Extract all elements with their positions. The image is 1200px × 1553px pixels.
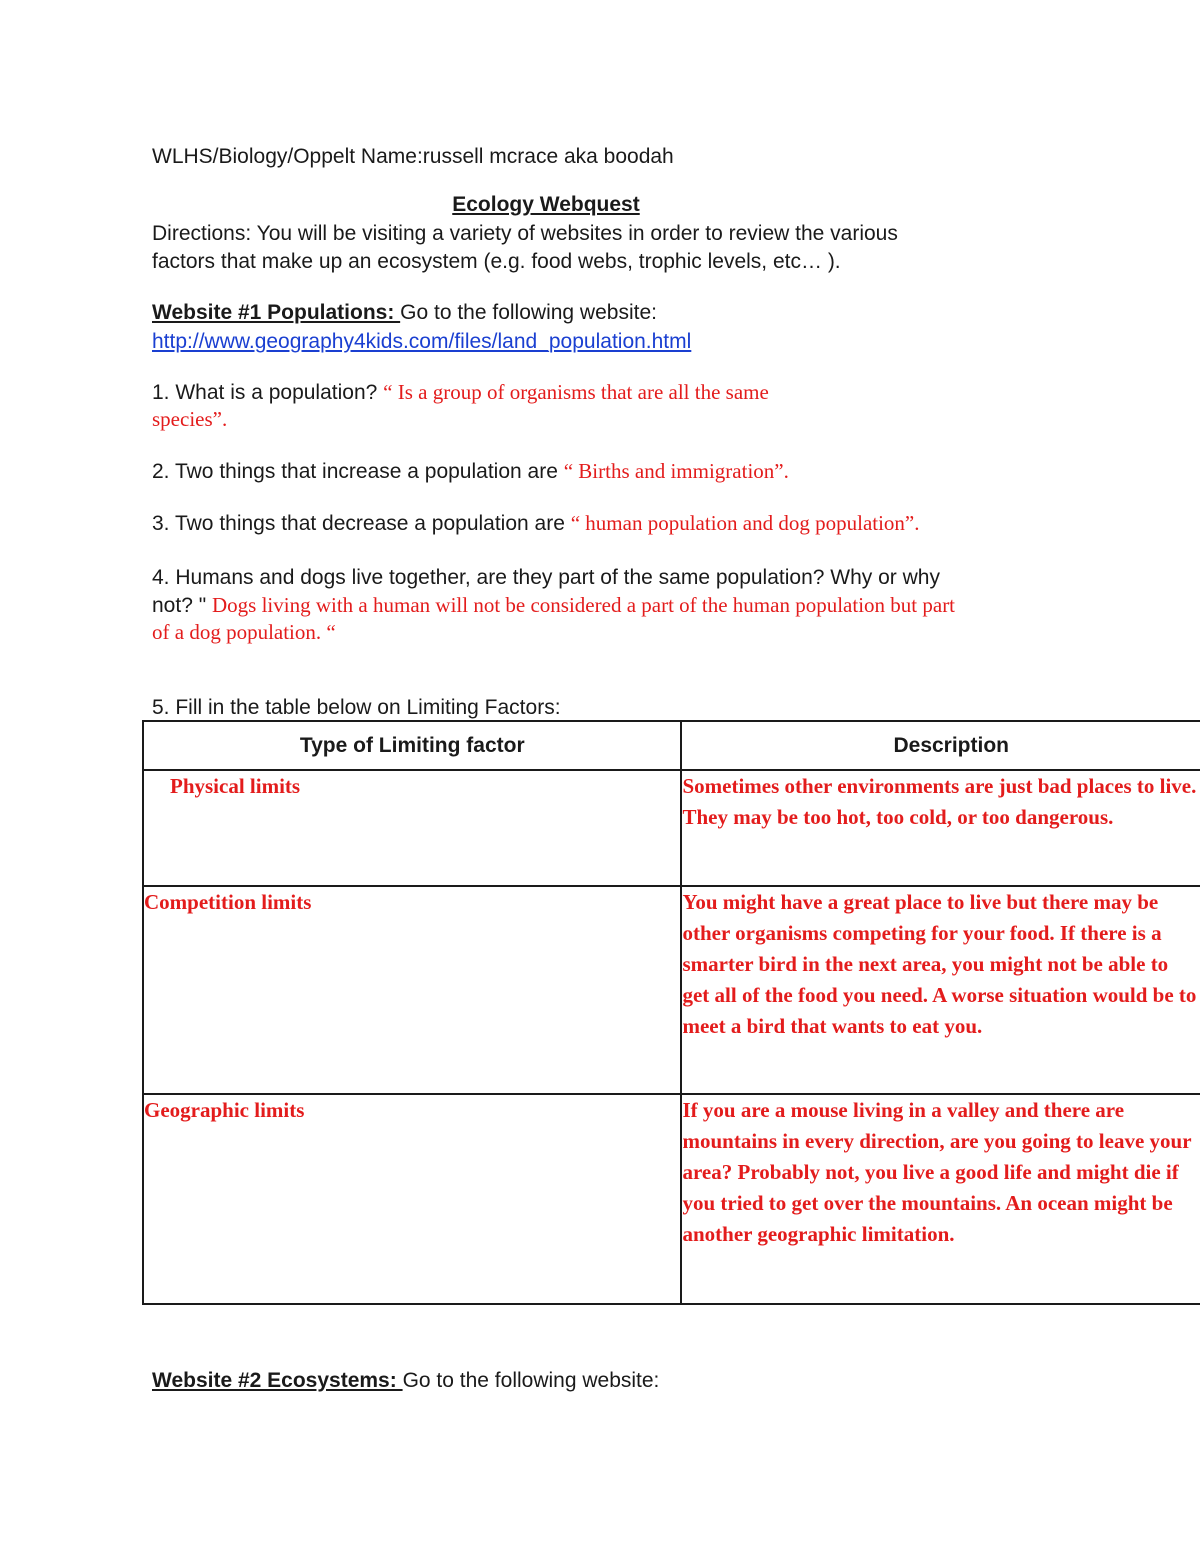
q2-answer: “ Births and immigration”. [563,459,789,483]
row-description: Sometimes other environments are just bad places to live. They may be too hot, too cold, or too dangerous. [681,770,1200,886]
table-row [143,886,1200,1094]
website1-line [152,299,657,326]
q2-line [152,458,789,485]
q1-line-1 [152,379,769,406]
row-type: Geographic limits [143,1094,681,1304]
q5-prompt: 5. Fill in the table below on Limiting Factors: [152,696,561,719]
table-row [143,1094,1200,1304]
website2-heading: Website #2 Ecosystems: [152,1369,403,1392]
q1-answer-1: “ Is a group of organisms that are all the same [383,380,769,404]
q3-line [152,510,920,537]
page-title: Ecology Webquest [452,193,640,216]
q3-prompt: 3. Two things that decrease a population are [152,512,571,535]
website2-instruction: Go to the following website: [402,1369,660,1392]
directions-line-1: Directions: You will be visiting a variety of websites in order to review the various [152,222,898,245]
q4-prompt-2: not? " [152,594,212,617]
q1-prompt: 1. What is a population? [152,381,384,404]
q3-answer: “ human population and dog population”. [570,511,920,535]
website1-instruction: Go to the following website: [400,301,657,324]
row-description: If you are a mouse living in a valley and there are mountains in every direction, are you going to leave your area? Probably not, you live a good life and might die if you tried to get over the mountains. An ocean might be another geographic limitation. [681,1094,1200,1304]
row-type: Physical limits [143,770,681,886]
q4-prompt-1: 4. Humans and dogs live together, are they part of the same population? Why or why [152,566,940,589]
q4-line-2 [152,592,955,619]
q2-prompt: 2. Two things that increase a population are [152,460,564,483]
limiting-factors-table [142,720,1200,1305]
directions-line-2: factors that make up an ecosystem (e.g. food webs, trophic levels, etc… ). [152,250,841,273]
row-description: You might have a great place to live but there may be other organisms competing for your food. If there is a smarter bird in the next area, you might not be able to get all of the food you need. A worse situation would be to meet a bird that wants to eat you. [681,886,1200,1094]
header-type: Type of Limiting factor [143,721,681,770]
website1-heading: Website #1 Populations: [152,301,401,324]
website1-link[interactable]: http://www.geography4kids.com/files/land_population.html [152,330,692,353]
row-type: Competition limits [143,886,681,1094]
header-description: Description [681,721,1200,770]
q4-answer-2: of a dog population. “ [152,620,336,644]
table-row [143,770,1200,886]
table-header-row [143,721,1200,770]
q4-answer-1: Dogs living with a human will not be considered a part of the human population but part [212,593,956,617]
website2-line [152,1367,659,1394]
header-line: WLHS/Biology/Oppelt Name:russell mcrace aka boodah [152,145,674,168]
website1-link-line [152,328,691,355]
q1-answer-2: species”. [152,407,228,431]
